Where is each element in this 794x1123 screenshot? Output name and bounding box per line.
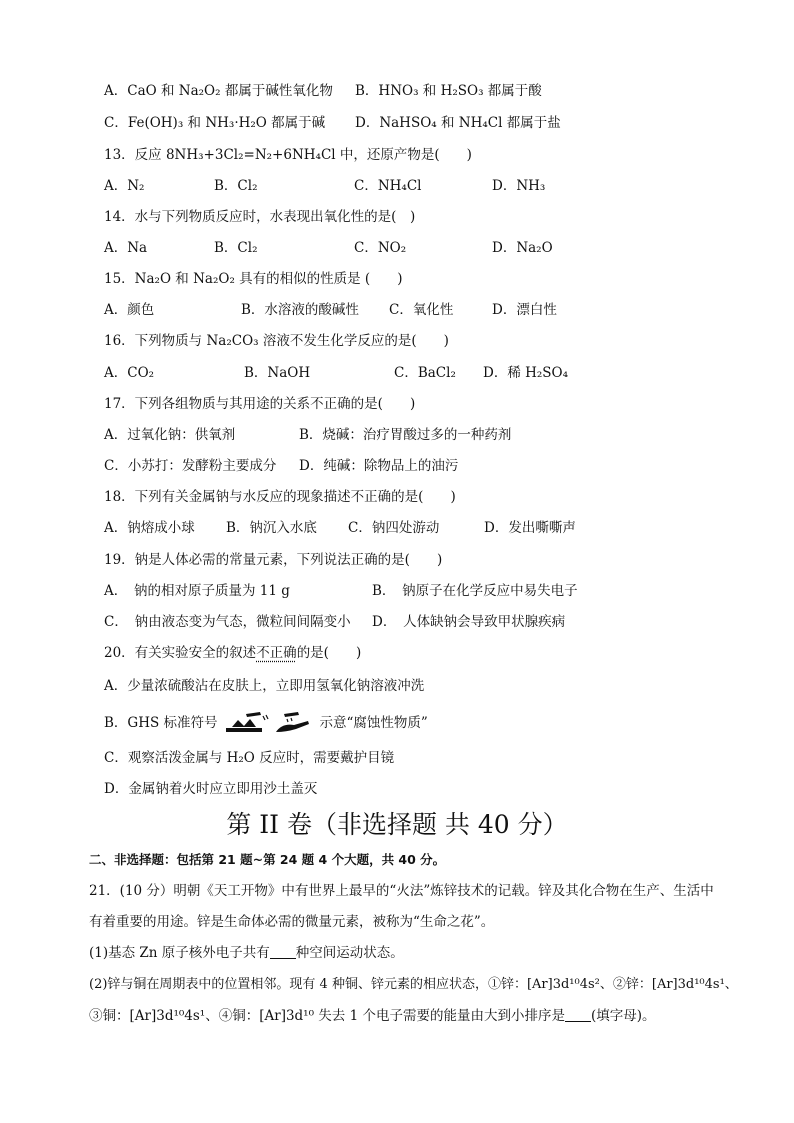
q18-stem: 18．下列有关金属钠与水反应的现象描述不正确的是( ) [104,489,456,505]
q19-option-d: D． 人体缺钠会导致甲状腺疾病 [372,614,566,630]
q21-line-1: 21．(10 分）明朝《天工开物》中有世界上最早的“火法”炼锌技术的记载。锌及其化合物在生产、生活中 [89,883,714,899]
q21-part-2-line-1: (2)锌与铜在周期表中的位置相邻。现有 4 种铜、锌元素的相应状态，①锌：[Ar]3d¹⁰4s²、②锌：[Ar]3d¹⁰4s¹、 [89,977,738,992]
q20-stem-emphasis: 不正确 [256,645,297,661]
q20-option-b-pre: B．GHS 标准符号 [104,715,218,731]
q19-option-a: A． 钠的相对原子质量为 11 g [104,583,290,599]
q19-option-b: B． 钠原子在化学反应中易失电子 [372,583,578,599]
q15-option-c: C．氧化性 [389,302,454,318]
q19-option-c: C． 钠由液态变为气态，微粒间间隔变小 [104,614,351,630]
q14-option-d: D．Na₂O [492,240,553,256]
q20-option-b [104,711,428,733]
corrosive-symbol-icon [224,711,314,733]
q21-line-2: 有着重要的用途。锌是生命体必需的微量元素，被称为“生命之花”。 [89,914,495,930]
q17-option-c: C．小苏打：发酵粉主要成分 [104,458,277,474]
q20-stem-post: 的是( ) [296,645,362,661]
q16-stem: 16．下列物质与 Na₂CO₃ 溶液不发生化学反应的是( ) [104,333,449,349]
q12-option-c: C．Fe(OH)₃ 和 NH₃·H₂O 都属于碱 [104,115,326,131]
q20-stem-pre: 20．有关实验安全的叙述 [104,645,257,661]
q20-stem [104,643,361,663]
q13-option-a: A．N₂ [104,178,145,194]
q16-option-d: D．稀 H₂SO₄ [483,365,569,381]
q21-part-1 [89,943,404,963]
q12-option-b: B．HNO₃ 和 H₂SO₃ 都属于酸 [355,83,542,99]
q18-option-d: D．发出嘶嘶声 [484,520,576,536]
q13-stem: 13．反应 8NH₃+3Cl₂=N₂+6NH₄Cl 中，还原产物是( ) [104,147,472,163]
q21-part-2-post: (填字母)。 [590,1008,656,1024]
q16-option-c: C．BaCl₂ [394,365,456,381]
q21-part-2-line-2 [89,1006,656,1026]
q14-stem: 14．水与下列物质反应时，水表现出氧化性的是( ) [104,209,416,225]
section-ii-intro: 二、非选择题：包括第 21 题~第 24 题 4 个大题，共 40 分。 [89,852,446,867]
q21-part-2-pre: ③铜：[Ar]3d¹⁰4s¹、④铜：[Ar]3d¹⁰ 失去 1 个电子需要的能量由大到小排序是 [89,1008,565,1024]
q18-option-a: A．钠熔成小球 [104,520,195,536]
q14-option-b: B．Cl₂ [214,240,258,256]
q21-part-1-pre: (1)基态 Zn 原子核外电子共有 [89,945,270,961]
q13-option-c: C．NH₄Cl [354,178,422,194]
q12-option-a: A．CaO 和 Na₂O₂ 都属于碱性氧化物 [104,83,333,99]
q18-option-c: C．钠四处游动 [348,520,440,536]
q13-option-d: D．NH₃ [492,178,546,194]
q20-option-c: C．观察活泼金属与 H₂O 反应时，需要戴护目镜 [104,750,395,766]
q15-stem: 15．Na₂O 和 Na₂O₂ 具有的相似的性质是 ( ) [104,271,403,287]
q15-option-a: A．颜色 [104,302,155,318]
q18-option-b: B．钠沉入水底 [226,520,317,536]
q19-stem: 19．钠是人体必需的常量元素，下列说法正确的是( ) [104,552,443,568]
q13-option-b: B．Cl₂ [214,178,258,194]
q21-part-1-post: 种空间运动状态。 [295,945,404,961]
q15-option-d: D．漂白性 [492,302,557,318]
q20-option-b-post: 示意“腐蚀性物质” [319,715,428,731]
q20-option-d: D．金属钠着火时应立即用沙土盖灭 [104,781,318,797]
q14-option-a: A．Na [104,240,148,256]
q16-option-a: A．CO₂ [104,365,155,381]
q14-option-c: C．NO₂ [354,240,407,256]
answer-blank[interactable] [565,1007,591,1022]
q17-option-b: B．烧碱：治疗胃酸过多的一种药剂 [299,427,512,443]
q17-stem: 17．下列各组物质与其用途的关系不正确的是( ) [104,396,416,412]
q20-option-a: A．少量浓硫酸沾在皮肤上，立即用氢氧化钠溶液冲洗 [104,678,425,694]
q12-option-d: D．NaHSO₄ 和 NH₄Cl 都属于盐 [355,115,561,131]
q17-option-d: D．纯碱：除物品上的油污 [299,458,459,474]
q15-option-b: B．水溶液的酸碱性 [241,302,359,318]
q16-option-b: B．NaOH [244,365,311,381]
answer-blank[interactable] [270,944,296,959]
section-ii-title: 第 II 卷（非选择题 共 40 分） [226,810,568,839]
q17-option-a: A．过氧化钠：供氧剂 [104,427,236,443]
